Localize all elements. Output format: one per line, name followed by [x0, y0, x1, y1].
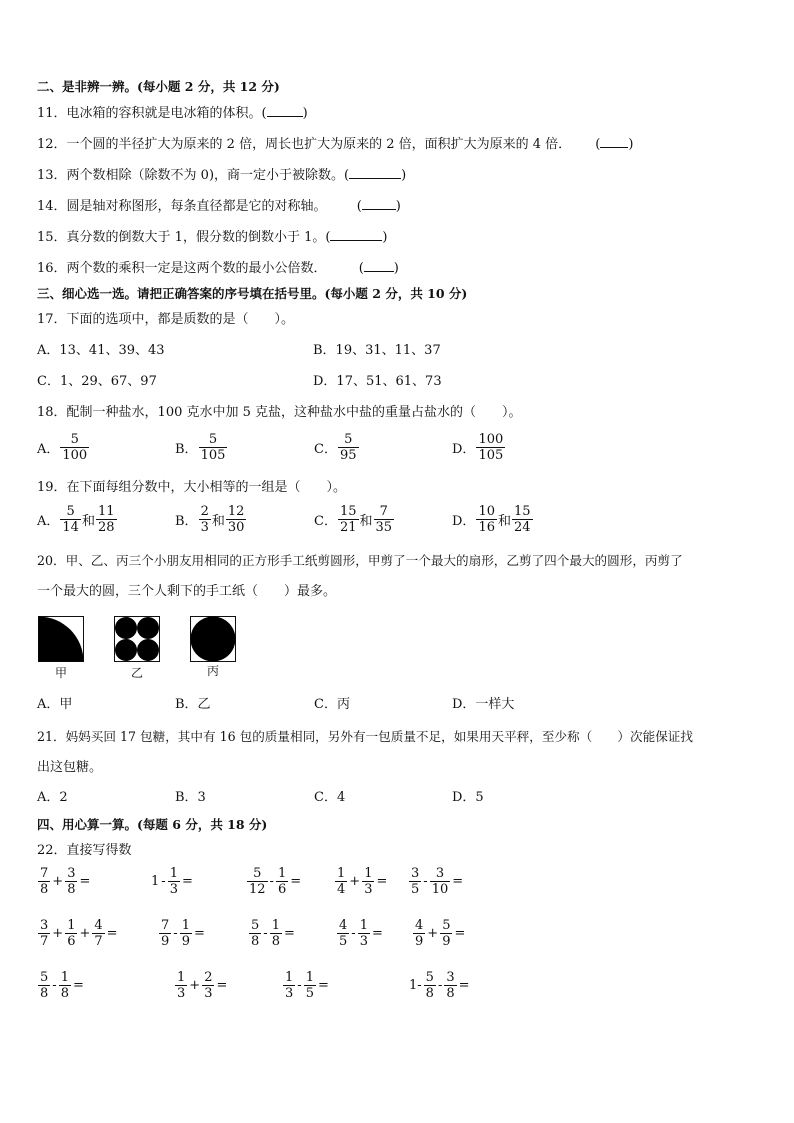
q18-option-b[interactable]	[175, 432, 228, 463]
numerator: 1	[177, 970, 186, 985]
math-expression[interactable]	[37, 918, 119, 949]
q19-option-b[interactable]	[175, 504, 247, 535]
figure-label-yi: 乙	[131, 666, 144, 680]
denominator: 8	[251, 934, 260, 949]
question-15	[37, 227, 388, 248]
fraction	[270, 918, 282, 949]
question-13-text: 13．两个数相除（除数不为 0)，商一定小于被除数。(	[37, 168, 350, 183]
denominator: 4	[337, 882, 346, 897]
fraction	[92, 918, 104, 949]
answer-blank[interactable]	[330, 227, 382, 241]
numerator: 1	[337, 866, 346, 881]
question-16-text: 16．两个数的乘积一定是这两个数的最小公倍数．	[37, 261, 327, 276]
math-expression[interactable]	[37, 970, 85, 1001]
numerator: 5	[251, 918, 260, 933]
lead-number: 1	[151, 874, 160, 889]
fraction: $\frac{5}{105}$	[200, 432, 226, 463]
numerator: 1	[60, 970, 69, 985]
q20-option-a[interactable]: A．甲	[37, 697, 73, 712]
q19-option-a[interactable]	[37, 504, 118, 535]
math-expression[interactable]	[282, 970, 330, 1001]
paren-open: (	[595, 137, 601, 152]
q18-option-c[interactable]	[314, 432, 360, 463]
denominator: 3	[169, 882, 178, 897]
q20-option-c[interactable]: C．丙	[314, 697, 350, 712]
fraction: $\frac{5}{95}$	[339, 432, 357, 463]
figure-label-bing: 丙	[207, 664, 220, 678]
q17-option-c[interactable]: C．1、29、67、97	[37, 374, 157, 389]
fraction: $\frac{10}{16}$	[478, 504, 495, 535]
numerator: 3	[411, 866, 420, 881]
question-21-line-2: 出这包糖。	[37, 760, 103, 775]
math-expression[interactable]	[408, 866, 464, 897]
fraction	[65, 918, 77, 949]
figure-jia-quarter-circle	[38, 616, 84, 662]
operator: -	[297, 978, 302, 993]
fraction	[38, 970, 50, 1001]
fraction: $\frac{15}{24}$	[514, 504, 531, 535]
fraction	[276, 866, 288, 897]
fraction	[202, 970, 214, 1001]
q20-option-d[interactable]: D．一样大	[452, 697, 515, 712]
operator: -	[161, 874, 166, 889]
denominator: 8	[446, 986, 455, 1001]
operator: -	[437, 978, 443, 993]
operator: -	[423, 874, 428, 889]
numerator: 3	[435, 866, 445, 881]
fraction	[440, 918, 452, 949]
option-label: B．	[175, 514, 198, 529]
question-18: 18．配制一种盐水，100 克水中加 5 克盐，这种盐水中盐的重量占盐水的（ ）。	[37, 405, 522, 420]
denominator: 6	[67, 934, 76, 949]
question-19: 19．在下面每组分数中，大小相等的一组是（ ）。	[37, 480, 347, 495]
math-expression[interactable]	[150, 866, 194, 897]
denominator: 12	[249, 882, 266, 897]
question-13	[37, 165, 406, 186]
operator: +	[349, 874, 361, 889]
section-4-title: 四、用心算一算。(每题 6 分，共 18 分)	[37, 817, 268, 832]
question-14-text: 14．圆是轴对称图形，每条直径都是它的对称轴。	[37, 199, 327, 214]
numerator: 3	[67, 866, 76, 881]
section-3-title: 三、细心选一选。请把正确答案的序号填在括号里。(每小题 2 分，共 10 分)	[37, 286, 468, 301]
math-expression[interactable]	[37, 866, 91, 897]
denominator: 9	[161, 934, 170, 949]
fraction: $\frac{2}{3}$	[200, 504, 209, 535]
paren-open: (	[358, 261, 364, 276]
q18-option-d[interactable]	[452, 432, 506, 463]
fraction: $\frac{11}{28}$	[97, 504, 115, 535]
denominator: 7	[94, 934, 103, 949]
option-label: B．	[175, 442, 198, 457]
q17-option-a[interactable]: A．13、41、39、43	[37, 343, 165, 358]
denominator: 7	[40, 934, 49, 949]
answer-blank[interactable]	[364, 258, 394, 272]
denominator: 8	[40, 882, 49, 897]
operator: +	[52, 926, 64, 941]
fraction	[424, 970, 436, 1001]
equals-sign: =	[458, 978, 470, 993]
option-label: A．	[37, 442, 60, 457]
fraction: $\frac{100}{105}$	[478, 432, 504, 463]
denominator: 8	[40, 986, 49, 1001]
operator: -	[351, 926, 356, 941]
numerator: 1	[169, 866, 178, 881]
question-12-text: 12．一个圆的半径扩大为原来的 2 倍，周长也扩大为原来的 2 倍，面积扩大为原来的 4 倍．	[37, 137, 572, 152]
fraction: $\frac{12}{30}$	[227, 504, 245, 535]
denominator: 3	[204, 986, 213, 1001]
question-17: 17．下面的选项中，都是质数的是（ ）。	[37, 312, 295, 327]
fraction	[168, 866, 180, 897]
fraction: $\frac{5}{14}$	[62, 504, 79, 535]
operator: +	[427, 926, 439, 941]
numerator: 4	[415, 918, 424, 933]
denominator: 9	[181, 934, 190, 949]
equals-sign: =	[79, 874, 91, 889]
numerator: 1	[271, 918, 280, 933]
fraction	[362, 866, 374, 897]
option-label: D．	[452, 514, 476, 529]
math-expression[interactable]	[412, 918, 466, 949]
fraction: $\frac{5}{100}$	[62, 432, 88, 463]
denominator: 3	[285, 986, 294, 1001]
question-21-line-1: 21．妈妈买回 17 包糖，其中有 16 包的质量相同，另外有一包质量不足，如果用天平秤，至少称（ ）次能保证找	[37, 729, 693, 744]
operator: +	[79, 926, 91, 941]
denominator: 8	[271, 934, 280, 949]
q19-option-d[interactable]	[452, 504, 534, 535]
denominator: 5	[411, 882, 420, 897]
numerator: 5	[40, 970, 49, 985]
question-12	[37, 134, 633, 155]
denominator: 8	[60, 986, 69, 1001]
math-expression[interactable]	[158, 918, 206, 949]
answer-blank[interactable]	[362, 196, 396, 210]
numerator: 1	[305, 970, 314, 985]
numerator: 1	[364, 866, 373, 881]
fraction	[358, 918, 370, 949]
q21-option-b[interactable]: B．3	[175, 790, 206, 805]
equals-sign: =	[317, 978, 329, 993]
equals-sign: =	[283, 926, 295, 941]
q19-option-c[interactable]	[314, 504, 395, 535]
denominator: 5	[305, 986, 314, 1001]
denominator: 5	[339, 934, 348, 949]
equals-sign: =	[181, 874, 193, 889]
question-16	[37, 258, 399, 279]
fraction	[65, 866, 77, 897]
paren-close: )	[393, 261, 399, 276]
math-expression[interactable]	[408, 970, 471, 1001]
numerator: 1	[277, 866, 287, 881]
operator: -	[263, 926, 268, 941]
question-20-line-1: 20．甲、乙、丙三个小朋友用相同的正方形手工纸剪圆形，甲剪了一个最大的扇形，乙剪了四个最大的圆形，丙剪了	[37, 553, 683, 568]
paren-open: (	[356, 199, 362, 214]
question-22: 22．直接写得数	[37, 843, 132, 858]
paren-close: )	[302, 106, 308, 121]
numerator: 7	[161, 918, 170, 933]
equals-sign: =	[376, 874, 388, 889]
paren-close: )	[628, 137, 634, 152]
section-2-title: 二、是非辨一辨。(每小题 2 分，共 12 分)	[37, 79, 280, 94]
answer-blank[interactable]	[600, 134, 628, 148]
denominator: 3	[364, 882, 373, 897]
math-expression[interactable]	[246, 866, 302, 897]
operator: -	[269, 874, 274, 889]
and-word: 和	[211, 514, 225, 529]
operator: +	[52, 874, 64, 889]
numerator: 1	[181, 918, 190, 933]
paren-close: )	[401, 168, 407, 183]
denominator: 8	[67, 882, 76, 897]
fraction	[444, 970, 456, 1001]
math-expression[interactable]	[336, 918, 384, 949]
numerator: 4	[94, 918, 103, 933]
numerator: 5	[253, 866, 262, 881]
equals-sign: =	[106, 926, 118, 941]
equals-sign: =	[72, 978, 84, 993]
question-11-text: 11．电冰箱的容积就是电冰箱的体积。(	[37, 106, 267, 121]
option-label: A．	[37, 514, 60, 529]
fraction	[413, 918, 425, 949]
paren-close: )	[382, 230, 388, 245]
denominator: 3	[359, 934, 368, 949]
fraction	[38, 866, 50, 897]
figure-label-jia: 甲	[55, 666, 68, 680]
numerator: 1	[359, 918, 368, 933]
and-word: 和	[81, 514, 95, 529]
numerator: 1	[285, 970, 294, 985]
operator: -	[173, 926, 178, 941]
equals-sign: =	[216, 978, 228, 993]
operator: +	[189, 978, 201, 993]
fraction	[180, 918, 192, 949]
equals-sign: =	[452, 874, 464, 889]
q18-option-a[interactable]	[37, 432, 90, 463]
figure-bing-one-circle	[190, 616, 236, 662]
option-label: C．	[314, 442, 337, 457]
q21-option-c[interactable]: C．4	[314, 790, 346, 805]
question-14	[37, 196, 401, 217]
q17-option-d[interactable]: D．17、51、61、73	[313, 374, 442, 389]
fraction	[249, 918, 261, 949]
numerator: 4	[339, 918, 348, 933]
denominator: 10	[431, 882, 449, 897]
q20-option-b[interactable]: B．乙	[175, 697, 211, 712]
figure-yi-four-circles	[114, 616, 160, 662]
numerator: 2	[204, 970, 213, 985]
math-expression[interactable]	[174, 970, 228, 1001]
fraction	[409, 866, 421, 897]
fraction	[159, 918, 171, 949]
denominator: 6	[277, 882, 287, 897]
denominator: 9	[415, 934, 424, 949]
fraction: $\frac{15}{21}$	[339, 504, 357, 535]
math-expression[interactable]	[248, 918, 296, 949]
numerator: 7	[40, 866, 49, 881]
denominator: 3	[177, 986, 186, 1001]
q21-option-d[interactable]: D．5	[452, 790, 484, 805]
numerator: 5	[425, 970, 434, 985]
question-15-text: 15．真分数的倒数大于 1，假分数的倒数小于 1。(	[37, 230, 331, 245]
fraction	[337, 918, 349, 949]
fraction	[283, 970, 295, 1001]
operator: -	[52, 978, 57, 993]
fraction	[335, 866, 347, 897]
equals-sign: =	[454, 926, 466, 941]
question-20-line-2: 一个最大的圆，三个人剩下的手工纸（ ）最多。	[37, 584, 337, 599]
denominator: 8	[425, 986, 434, 1001]
fraction	[175, 970, 187, 1001]
numerator: 1	[67, 918, 76, 933]
equals-sign: =	[371, 926, 383, 941]
math-expression[interactable]	[334, 866, 388, 897]
q17-option-b[interactable]: B．19、31、11、37	[313, 343, 441, 358]
numerator: 5	[442, 918, 451, 933]
question-11	[37, 103, 308, 124]
answer-blank[interactable]	[267, 103, 303, 117]
fraction	[247, 866, 268, 897]
fraction	[38, 918, 50, 949]
numerator: 3	[40, 918, 49, 933]
answer-blank[interactable]	[349, 165, 401, 179]
equals-sign: =	[290, 874, 302, 889]
option-label: C．	[314, 514, 337, 529]
and-word: 和	[497, 514, 511, 529]
equals-sign: =	[193, 926, 205, 941]
option-label: D．	[452, 442, 476, 457]
fraction	[59, 970, 71, 1001]
paren-close: )	[395, 199, 401, 214]
numerator: 3	[446, 970, 455, 985]
fraction	[304, 970, 316, 1001]
fraction: $\frac{7}{35}$	[375, 504, 393, 535]
lead-number: 1-	[409, 978, 422, 993]
q21-option-a[interactable]: A．2	[37, 790, 68, 805]
and-word: 和	[359, 514, 373, 529]
denominator: 9	[442, 934, 451, 949]
fraction	[430, 866, 451, 897]
